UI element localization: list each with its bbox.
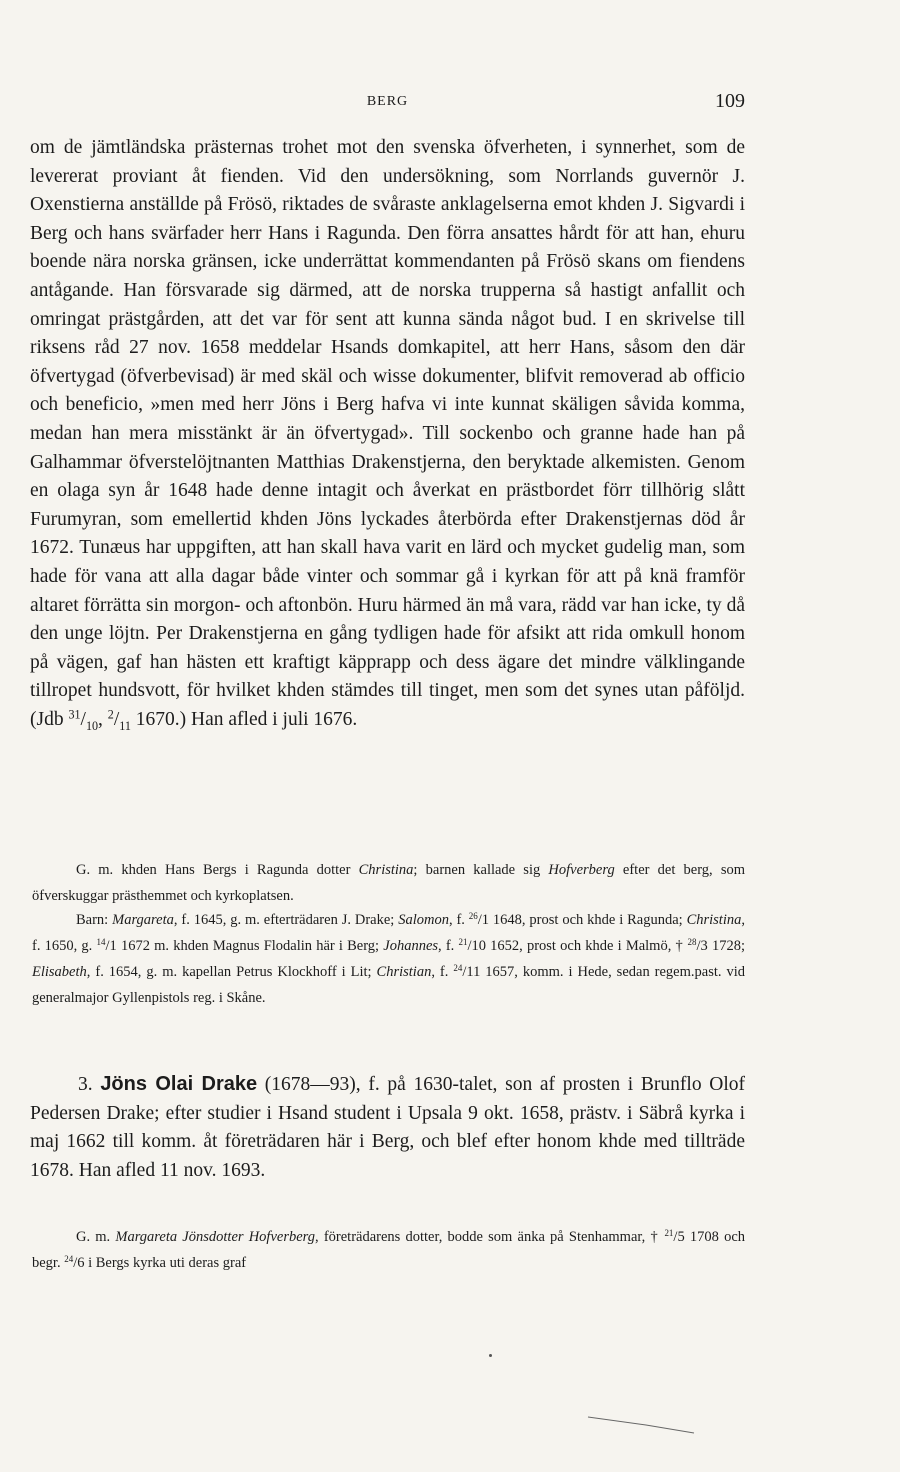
entry-name: Jöns Olai Drake xyxy=(100,1073,258,1095)
name-christina: Christina xyxy=(358,862,414,878)
entry-number: 3. xyxy=(78,1074,93,1095)
name-margareta: Margareta Jönsdotter Hofverberg xyxy=(115,1229,316,1245)
footnote-children: Barn: Margareta, f. 1645, g. m. efterträdaren J. Drake; Salomon, f. $^{26}$/1 1648, prost och khde i Ragunda; Christina, f. 1650, g. $^{14}$/1 1672 m. khden Magnus Flodalin här i Berg; Johannes, f. $^{21}$/10 1652, prost och khde i Malmö, † $^{28}$/3 1728; Elisabeth, f. 1654, g. m. kapellan Petrus Klockhoff i Lit; Christian, f. $^{24}$/11 1657, komm. i Hede, sedan regem.past. vid generalmajor Gyllenpistols reg. i Skåne. xyxy=(32,911,745,1006)
footnote-marriage: G. m. khden Hans Bergs i Ragunda dotter Christina; barnen kallade sig Hofverberg efter det berg, som öfverskuggar prästhemmet och kyrkoplatsen. xyxy=(32,862,746,904)
main-paragraph xyxy=(30,134,745,740)
running-title: BERG xyxy=(366,94,409,109)
paragraph-text: om de jämtländska prästernas trohet mot den svenska öfverheten, i synnerhet, som de levererat proviant åt fienden. Vid den undersökning, som Norrlands guvernör J. Oxenstierna anställde på Frösö, riktades de svåraste anklagelserna emot khden J. Sigvardi i Berg och hans svärfader herr Hans i Ragunda. Den förra ansattes hårdt för att han, ehuru boende nära norska gränsen, icke underrättat kommendanten på Frösö skans om fiendens antågande. Han försvarade sig därmed, att de norska trupperna så hastigt anfallit och omringat prästgården, att det var för sent att kunna sända något bud. I en skrivelse till riksens råd 27 nov. 1658 meddelar Hsands domkapitel, att herr Hans, såsom den där öfvertygad (öfverbevisad) är med skäl och wisse dokumenter, blifvit removerad ab officio och beneficio, »men med herr Jöns i Berg hafva vi inte kunnat skäligen såvida komma, medan han mera misstänkt är än öfvertygad». Till sockenbo och granne hade han på Galhammar öfverstelöjtnanten Matthias Drakenstjerna, den beryktade alkemisten. Genom en olaga syn år 1648 hade denne intagit och åverkat en prästbordet förr tillhörig slått Furumyran, som emellertid khden Jöns lyckades återbörda efter Drakenstjernas död år 1672. Tunæus har uppgiften, att han skall hava varit en lärd och mycket gudelig man, som hade för vana att alla dagar både vinter och sommar gå i kyrkan för att på knä framför altaret förrätta sin morgon- och aftonbön. Huru härmed än må vara, rädd var han icke, ty då den unge löjtn. Per Drakenstjerna en gång tydligen hade för afsikt att rida omkull honom på vägen, gaf han hästen ett kraftigt käpprapp och dess ägare det mindre välklingande tillropet hundsvott, för hvilket khden stämdes till tinget, men som det synes utan påföljd. xyxy=(30,137,745,702)
page-number: 109 xyxy=(715,90,745,112)
entry-jons-olai-drake xyxy=(30,1070,745,1185)
stray-pencil-mark xyxy=(586,1415,696,1435)
entry-text: (1678—93), f. på 1630-talet, son af prosten i Brunflo Olof Pedersen Drake; efter studier i Hsand student i Upsala 9 okt. 1658, prästv. i Säbrå kyrka i maj 1662 till komm. åt företrädaren här i Berg, och blef efter honom khde med tillträde 1678. Han afled 11 nov. 1693. xyxy=(30,1074,745,1181)
running-head xyxy=(30,90,745,114)
name-hofverberg: Hofverberg xyxy=(548,862,615,878)
speck xyxy=(489,1354,492,1357)
paragraph-tail: Han afled i juli 1676. xyxy=(186,708,358,730)
citation: (Jdb $^{31}/_{10}$, $^2/_{11}$ 1670.) xyxy=(30,707,187,733)
footnote-wife: G. m. Margareta Jönsdotter Hofverberg, företrädarens dotter, bodde som änka på Stenhammar, † $^{21}$/5 1708 och begr. $^{24}$/6 i Bergs kyrka uti deras graf xyxy=(32,1228,746,1271)
